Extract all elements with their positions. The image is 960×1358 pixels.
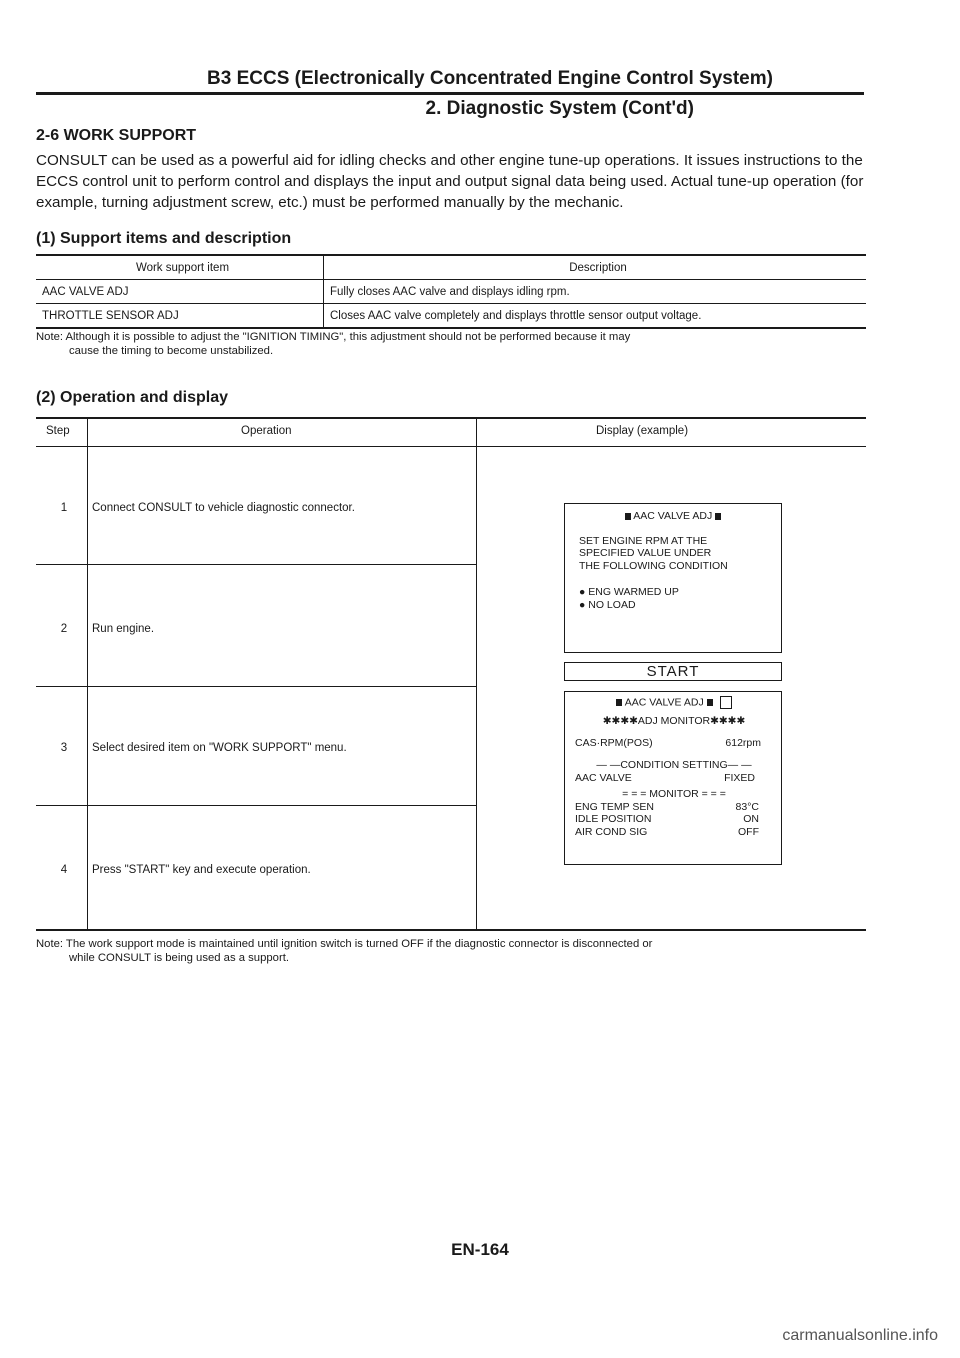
monitor-value: ON bbox=[743, 813, 759, 825]
step-operation: Press "START" key and execute operation. bbox=[92, 864, 311, 876]
header-step: Step bbox=[46, 425, 70, 437]
monitor-row bbox=[575, 826, 773, 839]
note-line: Note: The work support mode is maintained until ignition switch is turned OFF if the diagnostic connector is disconnected or bbox=[36, 938, 653, 950]
monitor-value: OFF bbox=[738, 825, 759, 838]
header-work-support-item: Work support item bbox=[135, 261, 230, 274]
screen-bullet: ● ENG WARMED UP bbox=[579, 586, 679, 598]
screen-bullet: ● NO LOAD bbox=[579, 598, 636, 611]
cas-row bbox=[575, 737, 773, 750]
table-header-row bbox=[36, 256, 866, 280]
screen-title-line bbox=[575, 696, 773, 709]
checkbox-icon bbox=[720, 696, 732, 709]
monitor-row bbox=[575, 813, 773, 826]
step-operation: Run engine. bbox=[92, 623, 155, 635]
operation-title: (2) Operation and display bbox=[36, 389, 229, 406]
operation-table bbox=[36, 417, 866, 931]
chapter-title: B3 ECCS (Electronically Concentrated Engine Control System) bbox=[207, 68, 773, 89]
operation-note bbox=[36, 937, 876, 965]
step-operation: Select desired item on "WORK SUPPORT" menu. bbox=[92, 742, 347, 754]
aac-value: FIXED bbox=[724, 771, 755, 784]
note-line: Note: Although it is possible to adjust the "IGNITION TIMING", this adjustment should not be performed because it may bbox=[36, 331, 631, 343]
monitor-label: AIR COND SIG bbox=[575, 825, 648, 838]
step-operation: Connect CONSULT to vehicle diagnostic connector. bbox=[92, 502, 355, 514]
note-line: cause the timing to become unstabilized. bbox=[69, 345, 274, 357]
square-bullet-icon bbox=[707, 699, 713, 706]
row-divider bbox=[36, 686, 477, 687]
condition-header: — —CONDITION SETTING— — bbox=[596, 759, 752, 771]
consult-screen-monitor bbox=[564, 691, 782, 865]
support-items-table bbox=[36, 254, 866, 329]
step-number: 3 bbox=[60, 742, 68, 754]
page-number: EN-164 bbox=[451, 1240, 509, 1259]
header-operation: Operation bbox=[241, 425, 292, 437]
header-description: Description bbox=[323, 256, 866, 279]
monitor-section-header: = = = MONITOR = = = bbox=[622, 788, 726, 800]
monitor-label: ENG TEMP SEN bbox=[575, 800, 654, 813]
column-divider bbox=[87, 419, 88, 929]
description-cell: Closes AAC valve completely and displays throttle sensor output voltage. bbox=[323, 304, 866, 327]
table-header-row bbox=[36, 419, 866, 447]
screen-text: SET ENGINE RPM AT THE bbox=[579, 534, 708, 547]
step-number: 2 bbox=[60, 623, 68, 635]
row-divider bbox=[36, 564, 477, 565]
screen-title: AAC VALVE ADJ bbox=[624, 696, 704, 709]
note-line: while CONSULT is being used as a support. bbox=[69, 952, 289, 964]
section-title: 2. Diagnostic System (Cont'd) bbox=[425, 98, 694, 119]
work-support-title: 2-6 WORK SUPPORT bbox=[36, 127, 197, 144]
monitor-row bbox=[575, 801, 773, 814]
cas-value: 612rpm bbox=[725, 736, 761, 749]
square-bullet-icon bbox=[616, 699, 622, 706]
step-number: 1 bbox=[60, 502, 68, 514]
consult-screen-setup bbox=[564, 503, 782, 653]
screen-title-line bbox=[579, 510, 781, 523]
screen-title: AAC VALVE ADJ bbox=[633, 510, 713, 522]
page-header bbox=[36, 68, 864, 120]
row-divider bbox=[36, 805, 477, 806]
square-bullet-icon bbox=[625, 513, 631, 520]
monitor-label: IDLE POSITION bbox=[575, 813, 652, 825]
square-bullet-icon bbox=[715, 513, 721, 520]
watermark[interactable]: carmanualsonline.info bbox=[782, 1327, 938, 1344]
support-items-title: (1) Support items and description bbox=[36, 230, 292, 247]
screen-text: SPECIFIED VALUE UNDER bbox=[579, 547, 712, 559]
monitor-value: 83°C bbox=[735, 800, 759, 813]
table-row bbox=[36, 304, 866, 327]
cas-label: CAS·RPM(POS) bbox=[575, 736, 653, 749]
table-row bbox=[36, 280, 866, 304]
screen-text: THE FOLLOWING CONDITION bbox=[579, 559, 728, 572]
work-support-intro: CONSULT can be used as a powerful aid for idling checks and other engine tune-up operations. It issues instructions to the ECCS control unit to perform control and displays the input and output signal data being used. Actual tune-up operation (for example, turning adjustment screw, etc.) must be performed manually by the mechanic. bbox=[36, 152, 864, 211]
step-number: 4 bbox=[60, 864, 68, 876]
aac-row bbox=[575, 772, 773, 785]
description-cell: Fully closes AAC valve and displays idling rpm. bbox=[323, 280, 866, 303]
item-cell: THROTTLE SENSOR ADJ bbox=[42, 309, 179, 322]
aac-label: AAC VALVE bbox=[575, 771, 632, 784]
item-cell: AAC VALVE ADJ bbox=[42, 285, 129, 298]
header-rule bbox=[36, 92, 864, 95]
monitor-header: ✱✱✱✱ADJ MONITOR✱✱✱✱ bbox=[602, 715, 746, 727]
start-button[interactable]: START bbox=[564, 662, 782, 681]
header-display: Display (example) bbox=[596, 425, 689, 437]
support-items-note bbox=[36, 330, 856, 358]
column-divider bbox=[476, 419, 477, 929]
